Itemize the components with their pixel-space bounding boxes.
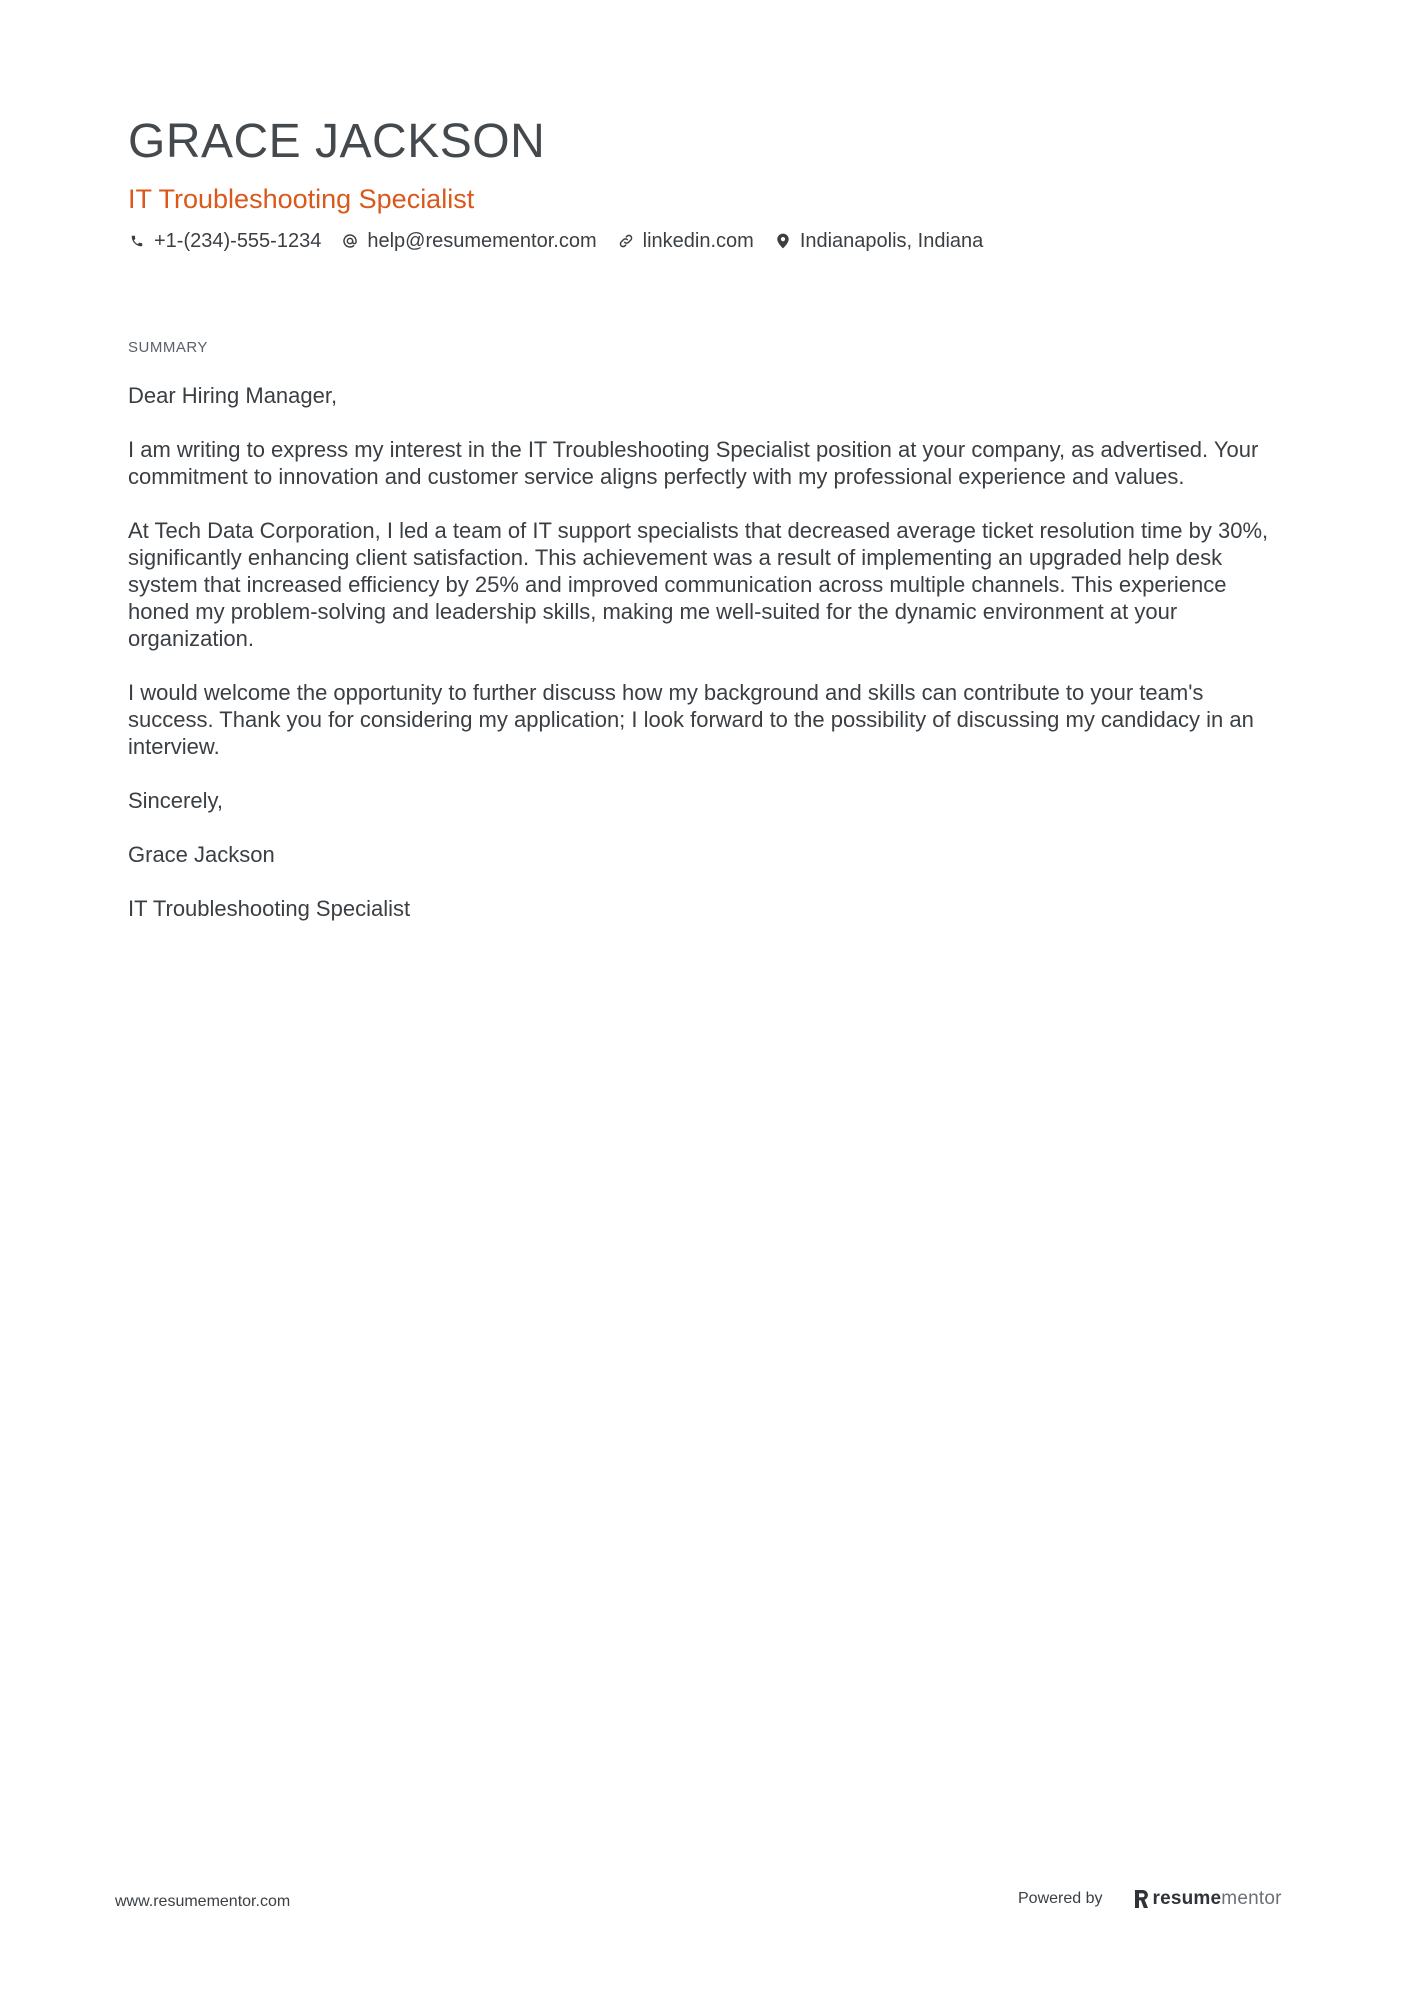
contact-row: [128, 228, 1278, 254]
footer-branding: [1018, 1888, 1282, 1910]
contact-linkedin-text: linkedin.com: [642, 230, 754, 252]
contact-phone[interactable]: [128, 228, 321, 254]
paragraph-intro: I am writing to express my interest in the IT Troubleshooting Specialist position at your company, as advertised. Your commitment to innovation and customer service aligns perfectly with my professional experience and values.: [128, 437, 1259, 489]
salutation: Dear Hiring Manager,: [128, 383, 338, 408]
section-heading-summary: SUMMARY: [128, 339, 208, 356]
signature-title: IT Troubleshooting Specialist: [128, 896, 411, 921]
contact-location: [774, 228, 983, 254]
letter-body: [128, 382, 1278, 949]
contact-linkedin[interactable]: [617, 228, 754, 254]
candidate-name: GRACE JACKSON: [128, 115, 546, 168]
paragraph-closing: I would welcome the opportunity to further discuss how my background and skills can contribute to your team's success. Thank you for considering my application; I look forward to the possibility of discussing my candidacy in an interview.: [128, 680, 1254, 759]
phone-icon: [128, 232, 146, 250]
contact-phone-text: +1-(234)-555-1234: [154, 230, 322, 252]
resumementor-logo-icon: [1133, 1889, 1149, 1909]
contact-email-text: help@resumementor.com: [367, 230, 597, 252]
header: [128, 112, 1278, 254]
brand-name-part1: resume: [1152, 1888, 1222, 1909]
link-icon: [617, 232, 635, 250]
contact-email[interactable]: [341, 228, 596, 254]
powered-by-label: Powered by: [1018, 1890, 1103, 1907]
footer-website-link[interactable]: www.resumementor.com: [115, 1893, 291, 1910]
sign-off: Sincerely,: [128, 788, 223, 813]
at-icon: [341, 232, 359, 250]
brand-logo[interactable]: [1133, 1888, 1282, 1910]
signature-name: Grace Jackson: [128, 842, 275, 867]
contact-location-text: Indianapolis, Indiana: [799, 230, 984, 252]
job-title: IT Troubleshooting Specialist: [128, 184, 475, 214]
location-pin-icon: [774, 232, 792, 250]
brand-name-part2: mentor: [1221, 1888, 1282, 1909]
paragraph-experience: At Tech Data Corporation, I led a team of IT support specialists that decreased average ticket resolution time by 30%, significantly enhancing client satisfaction. This achievement was a result of implementing an upgraded help desk system that increased efficiency by 25% and improved communication across multiple channels. This experience honed my problem-solving and leadership skills, making me well-suited for the dynamic environment at your organization.: [128, 518, 1269, 651]
